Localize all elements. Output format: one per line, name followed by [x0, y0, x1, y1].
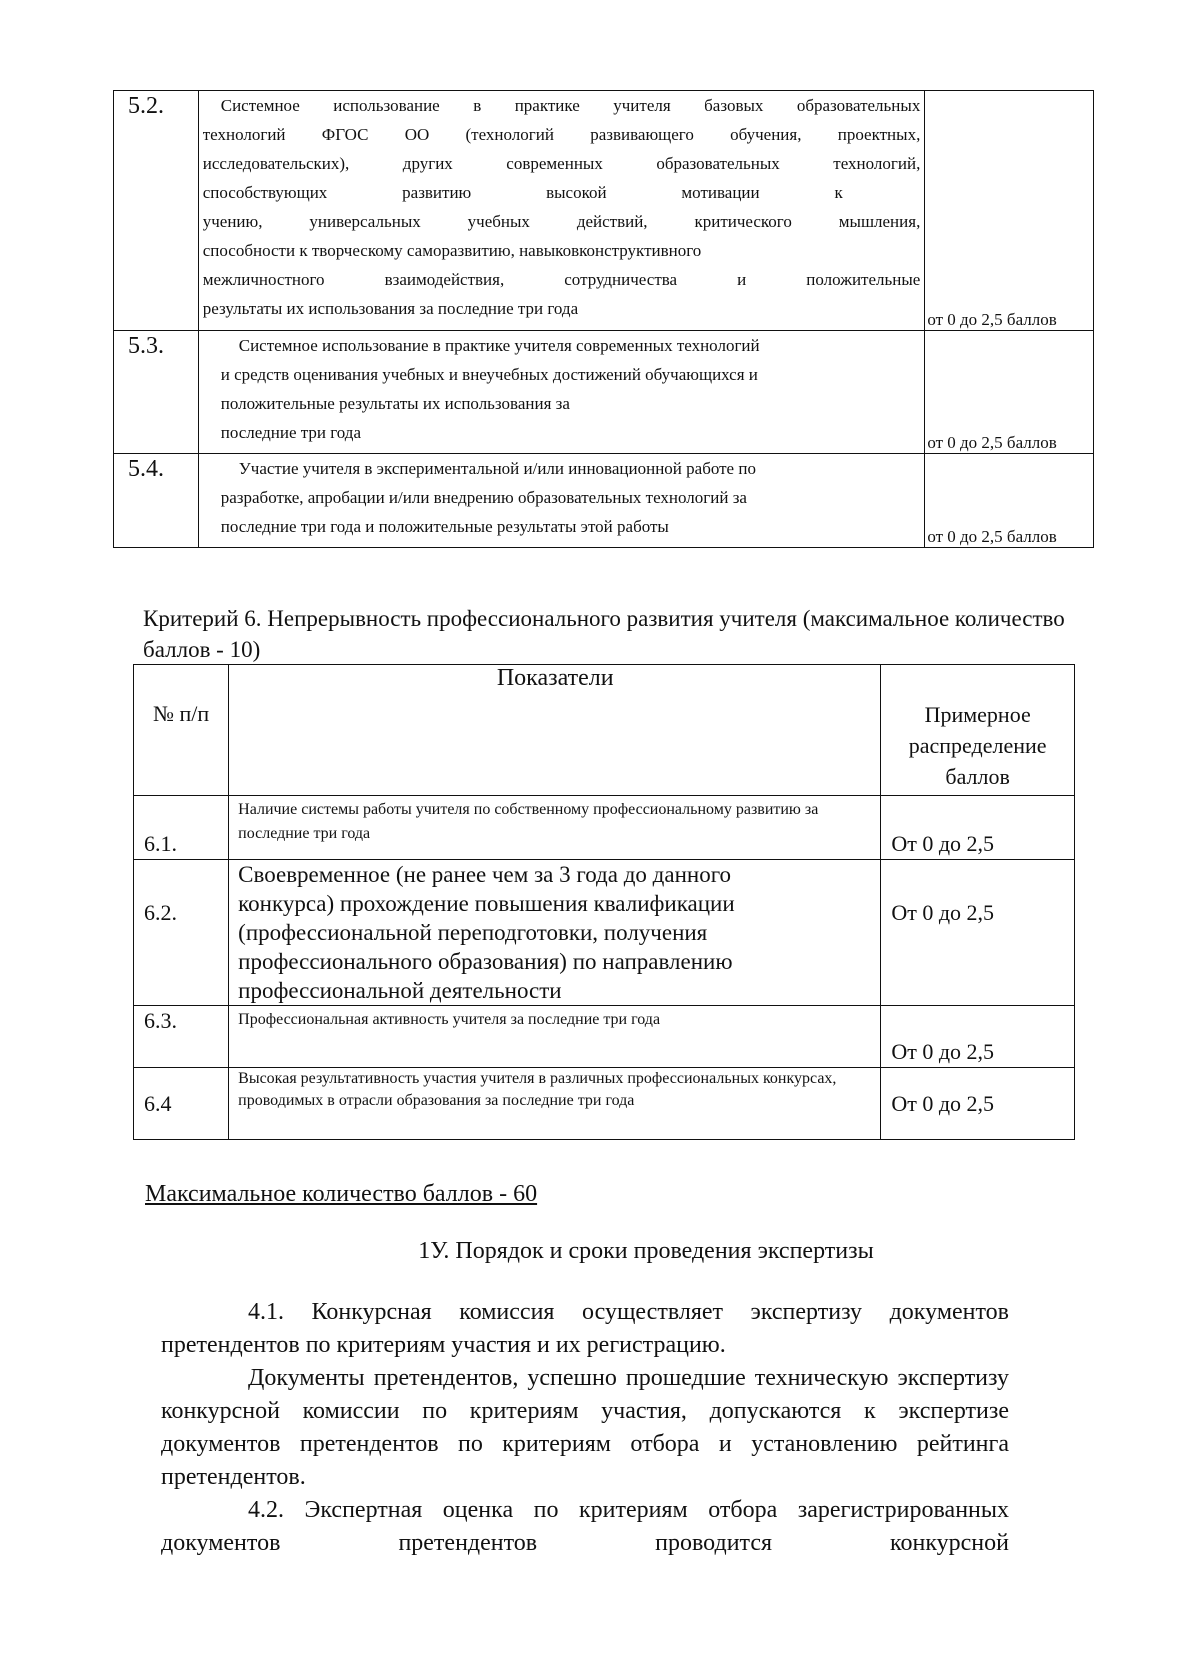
points-range: От 0 до 2,5: [881, 860, 1075, 1006]
paragraph-documents: Документы претендентов, успешно прошедшие техническую экспертизу конкурсной комиссии по критериям участия, допускаются к экспертизе документов претендентов по критериям отбора и установлению рейтинга претендентов.: [161, 1365, 1009, 1490]
indicator-text: Высокая результативность участия учителя в различных профессиональных конкурсах, проводимых в отрасли образования за последние три года: [229, 1068, 881, 1140]
table-row: [114, 454, 1094, 548]
points-range: от 0 до 2,5 баллов: [925, 91, 1094, 331]
points-range: От 0 до 2,5: [881, 1068, 1075, 1140]
column-header-number: № п/п: [134, 665, 229, 796]
indicator-text: Системное использование в практике учителя базовых образовательных технологий ФГОС ОО (технологий развивающего обучения, проектных, исследовательских), других современных образовательных технологий, способствующих развитию высокой мотивации к учению, универсальных учебных действий, критического мышления, способности к творческому саморазвитию, навыковконструктивного межличностного взаимодействия, сотрудничества и положительные результаты их использования за последние три года: [198, 91, 925, 331]
row-number: 6.2.: [134, 860, 229, 1006]
indicator-text: Своевременное (не ранее чем за 3 года до данного конкурса) прохождение повышения квалификации (профессиональной переподготовки, получения профессионального образования) по направлению профессиональной деятельности: [229, 860, 881, 1006]
table-row: [114, 331, 1094, 454]
table-row: [134, 1068, 1075, 1140]
row-number: 5.2.: [114, 91, 199, 331]
row-number: 5.4.: [114, 454, 199, 548]
table-row: [134, 1006, 1075, 1068]
points-range: От 0 до 2,5: [881, 1006, 1075, 1068]
indicator-text: Участие учителя в экспериментальной и/или инновационной работе по разработке, апробации и/или внедрению образовательных технологий за последние три года и положительные результаты этой работы: [198, 454, 925, 548]
paragraph-4-1: 4.1. Конкурсная комиссия осуществляет экспертизу документов претендентов по критериям участия и их регистрацию.: [161, 1299, 1009, 1358]
points-range: от 0 до 2,5 баллов: [925, 454, 1094, 548]
row-number: 6.3.: [134, 1006, 229, 1068]
points-range: от 0 до 2,5 баллов: [925, 331, 1094, 454]
section-title: 1У. Порядок и сроки проведения экспертизы: [418, 1238, 874, 1264]
column-header-indicators: Показатели: [229, 665, 881, 796]
criterion5-table: [113, 90, 1094, 548]
max-points-total: Максимальное количество баллов - 60: [145, 1181, 538, 1207]
row-number: 5.3.: [114, 331, 199, 454]
indicator-text: Профессиональная активность учителя за последние три года: [229, 1006, 881, 1068]
column-header-points: Примерное распределение баллов: [881, 665, 1075, 796]
criterion6-heading: Критерий 6. Непрерывность профессионального развития учителя (максимальное количество баллов - 10): [143, 606, 1065, 662]
row-number: 6.4: [134, 1068, 229, 1140]
points-range: От 0 до 2,5: [881, 796, 1075, 860]
table-row: [134, 796, 1075, 860]
criterion6-table: [133, 664, 1075, 1140]
table-row: [114, 91, 1094, 331]
paragraph-4-2: 4.2. Экспертная оценка по критериям отбора зарегистрированных документов претендентов проводится конкурсной: [161, 1497, 1009, 1556]
table-row: [134, 860, 1075, 1006]
row-number: 6.1.: [134, 796, 229, 860]
indicator-text: Системное использование в практике учителя современных технологий и средств оценивания учебных и внеучебных достижений обучающихся и положительные результаты их использования за последние три года: [198, 331, 925, 454]
indicator-text: Наличие системы работы учителя по собственному профессиональному развитию за последние три года: [229, 796, 881, 860]
table-header-row: [134, 665, 1075, 796]
